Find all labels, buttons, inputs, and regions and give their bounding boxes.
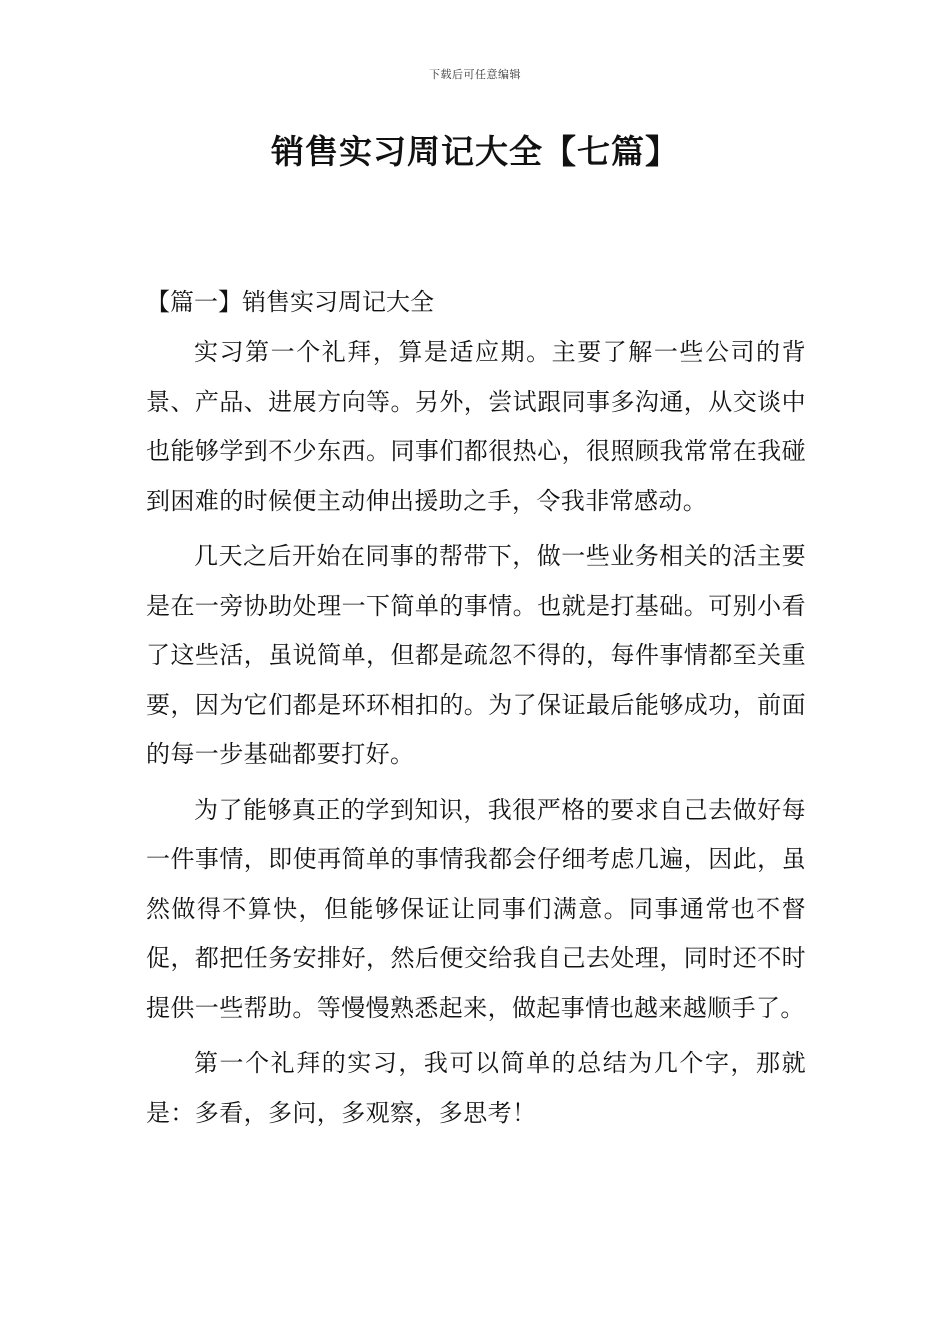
paragraph: 为了能够真正的学到知识，我很严格的要求自己去做好每一件事情，即使再简单的事情我都会仔细考虑几遍，因此，虽然做得不算快，但能够保证让同事们满意。同事通常也不督促，都把任务安排好，然后便交给我自己去处理，同时还不时提供一些帮助。等慢慢熟悉起来，做起事情也越来越顺手了。 — [146, 795, 806, 1022]
paragraph: 几天之后开始在同事的帮带下，做一些业务相关的活主要是在一旁协助处理一下简单的事情。也就是打基础。可别小看了这些活，虽说简单，但都是疏忽不得的，每件事情都至关重要，因为它们都是环环相扣的。为了保证最后能够成功，前面的每一步基础都要打好。 — [146, 542, 806, 768]
document-title: 销售实习周记大全【七篇】 — [271, 132, 679, 171]
section-heading: 【篇一】销售实习周记大全 — [146, 288, 434, 316]
paragraph: 第一个礼拜的实习，我可以简单的总结为几个字，那就是：多看，多问，多观察，多思考！ — [146, 1049, 806, 1127]
section-body — [146, 328, 806, 1144]
paragraph: 实习第一个礼拜，算是适应期。主要了解一些公司的背景、产品、进展方向等。另外，尝试跟同事多沟通，从交谈中也能够学到不少东西。同事们都很热心，很照顾我常常在我碰到困难的时候便主动伸出援助之手，令我非常感动。 — [146, 338, 806, 515]
header-note: 下载后可任意编辑 — [429, 68, 521, 81]
